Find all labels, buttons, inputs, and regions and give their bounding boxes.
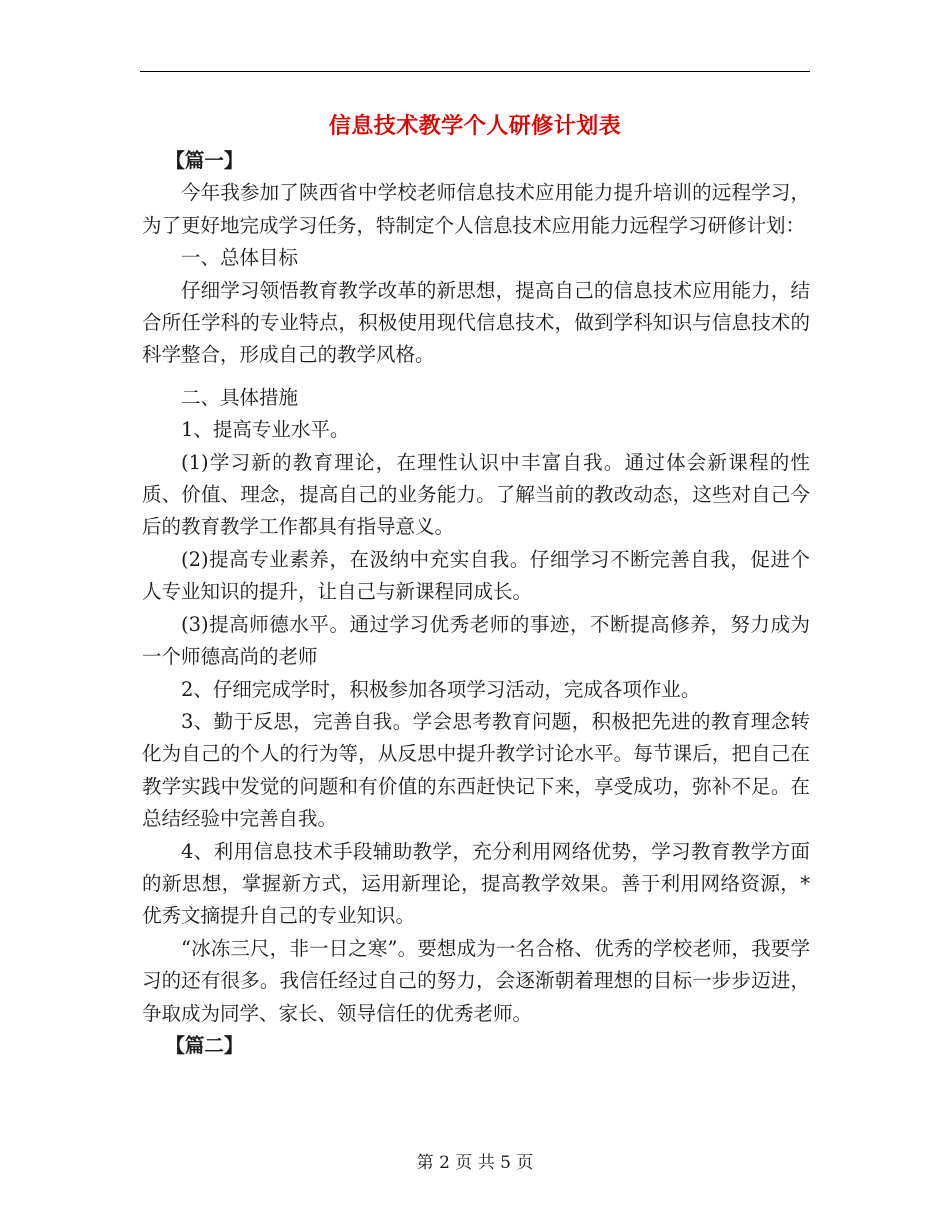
document-body [142,145,810,1062]
paragraph-conclusion: “冰冻三尺，非一日之寒”。要想成为一名合格、优秀的学校老师，我要学习的还有很多。我信任经过自己的努力，会逐渐朝着理想的目标一步步迈进，争取成为同学、家长、领导信任的优秀老师。 [142,936,810,1025]
section-heading-part-two: 【篇二】 [165,1033,244,1057]
paragraph-intro: 今年我参加了陕西省中学校老师信息技术应用能力提升培训的远程学习，为了更好地完成学习任务，特制定个人信息技术应用能力远程学习研修计划： [142,181,810,237]
list-item-2: 2、仔细完成学时，积极参加各项学习活动，完成各项作业。 [181,677,701,701]
list-item-4: 4、利用信息技术手段辅助教学，充分利用网络优势，学习教育教学方面的新思想，掌握新方式，运用新理论，提高教学效果。善于利用网络资源，*优秀文摘提升自己的专业知识。 [142,839,810,928]
list-item-sub-1: (1)学习新的教育理论，在理性认识中丰富自我。通过体会新课程的性质、价值、理念，提高自己的业务能力。了解当前的教改动态，这些对自己今后的教育教学工作都具有指导意义。 [142,450,810,539]
header-rule [140,71,810,72]
section-heading-part-one: 【篇一】 [165,149,244,172]
list-item-sub-3: (3)提高师德水平。通过学习优秀老师的事迹，不断提高修养，努力成为一个师德高尚的老师 [142,612,810,669]
document-title: 信息技术教学个人研修计划表 [328,113,622,139]
heading-overall-goal: 一、总体目标 [181,246,299,270]
list-item-sub-2: (2)提高专业素养，在汲纳中充实自我。仔细学习不断完善自我，促进个人专业知识的提升，让自己与新课程同成长。 [142,547,810,604]
heading-specific-measures: 二、具体措施 [181,385,299,409]
paragraph-overall-goal: 仔细学习领悟教育教学改革的新思想，提高自己的信息技术应用能力，结合所任学科的专业特点，积极使用现代信息技术，做到学科知识与信息技术的科学整合，形成自己的教学风格。 [142,278,810,367]
page-number-footer: 第 2 页 共 5 页 [416,1153,534,1173]
list-item-professional-level: 1、提高专业水平。 [181,418,350,442]
list-item-3: 3、勤于反思，完善自我。学会思考教育问题，积极把先进的教育理念转化为自己的个人的行为等，从反思中提升教学讨论水平。每节课后，把自己在教学实践中发觉的问题和有价值的东西赶快记下来，享受成功，弥补不足。在总结经验中完善自我。 [142,709,810,831]
